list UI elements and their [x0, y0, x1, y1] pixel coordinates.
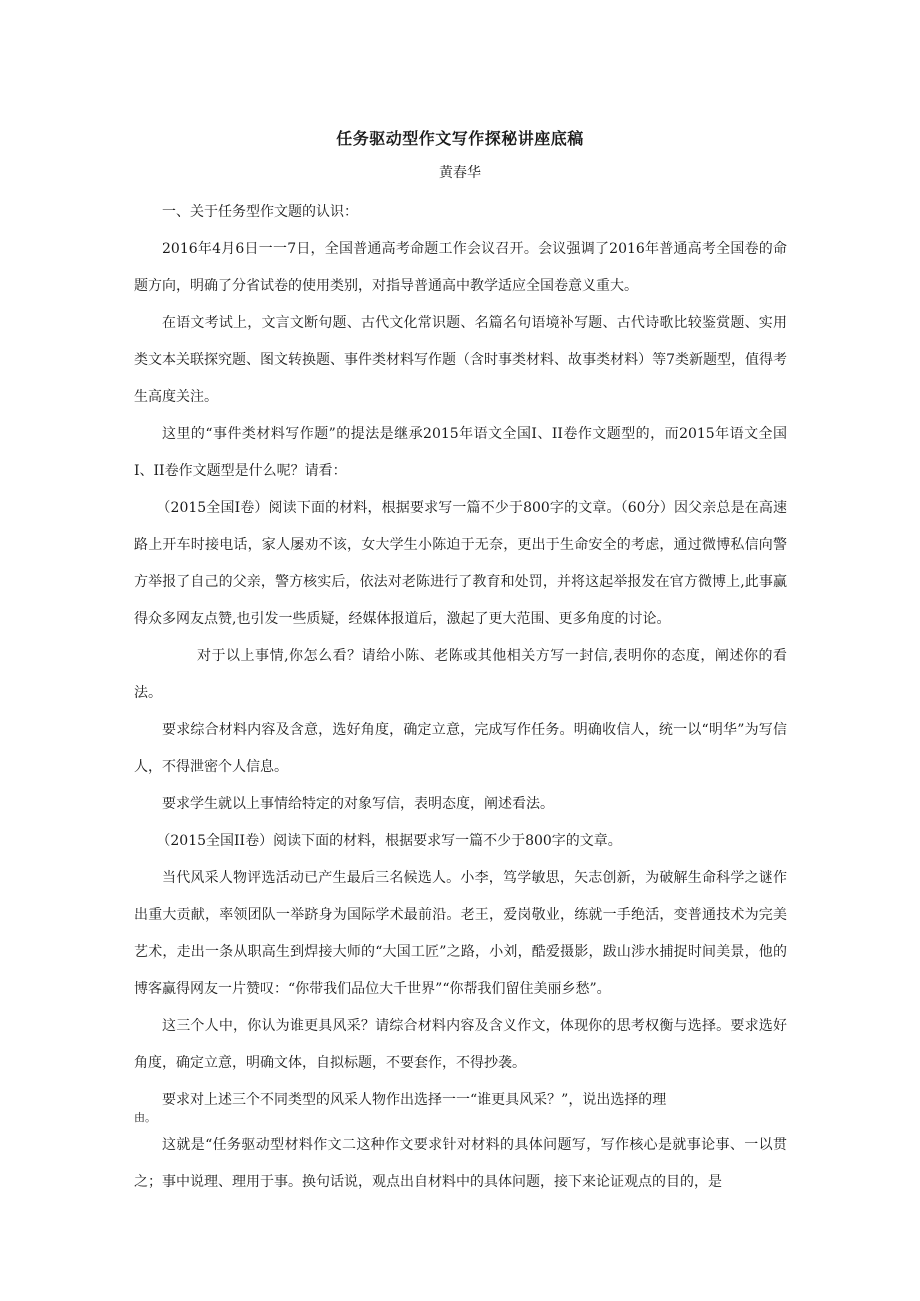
- section-heading: 一、关于任务型作文题的认识：: [162, 204, 358, 220]
- paragraph: 当代风采人物评选活动已产生最后三名候选人。小李，笃学敏思，矢志创新，为破解生命科学之谜作出重大贡献，率领团队一举跻身为国际学术最前沿。老王，爱岗敬业，练就一手绝活，变普通技术为完美艺术，走出一条从职高生到焊接大师的“大国工匠”之路，小刘，酷爱摄影，跋山涉水捕捉时间美景，他的博客赢得网友一片赞叹：“你带我们品位大千世界”“你帮我们留住美丽乡愁”。: [134, 870, 787, 997]
- paragraph: 这三个人中，你认为谁更具风采？请综合材料内容及含义作文，体现你的思考权衡与选择。要求选好角度，确定立意，明确文体，自拟标题，不要套作，不得抄袭。: [134, 1018, 787, 1071]
- paragraph: （2015全国II卷）阅读下面的材料，根据要求写一篇不少于800字的文章。: [156, 833, 622, 849]
- paragraph-continuation: 由。: [134, 1111, 156, 1124]
- document-title: 任务驱动型作文写作探秘讲座底稿: [336, 129, 584, 148]
- paragraph: （2015全国I卷）阅读下面的材料，根据要求写一篇不少于800字的文章。（60分）因父亲总是在高速路上开车时接电话，家人屡劝不该，女大学生小陈迫于无奈，更出于生命安全的考虑，通过微博私信向警方举报了自己的父亲，警方核实后，依法对老陈进行了教育和处罚，并将这起举报发在官方微博上,此事赢得众多网友点赞,也引发一些质疑，经媒体报道后，激起了更大范围、更多角度的讨论。: [134, 500, 787, 627]
- paragraph: 要求综合材料内容及含意，选好角度，确定立意，完成写作任务。明确收信人，统一以“明华”为写信人，不得泄密个人信息。: [134, 722, 787, 775]
- paragraph: 这就是“任务驱动型材料作文二这种作文要求针对材料的具体问题写，写作核心是就事论事、一以贯之；事中说理、理用于事。换句话说，观点出自材料中的具体问题，接下来论证观点的目的，是: [134, 1137, 787, 1190]
- document-author: 黄春华: [439, 165, 481, 181]
- paragraph: 要求对上述三个不同类型的风采人物作出选择一一“谁更具风采？”，说出选择的理: [162, 1092, 667, 1108]
- paragraph: 2016年4月6日一一7日，全国普通高考命题工作会议召开。会议强调了2016年普通高考全国卷的命题方向，明确了分省试卷的使用类别，对指导普通高中教学适应全国卷意义重大。: [134, 241, 787, 294]
- paragraph: 这里的“事件类材料写作题”的提法是继承2015年语文全国I、II卷作文题型的，而2015年语文全国I、II卷作文题型是什么呢？请看：: [134, 426, 787, 479]
- paragraph: 对于以上事情,你怎么看？请给小陈、老陈或其他相关方写一封信,表明你的态度，阐述你的看法。: [134, 648, 787, 701]
- document-body: [134, 194, 787, 1201]
- paragraph: 要求学生就以上事情给特定的对象写信，表明态度，阐述看法。: [162, 796, 554, 812]
- paragraph: 在语文考试上，文言文断句题、古代文化常识题、名篇名句语境补写题、古代诗歌比较鉴赏题、实用类文本关联探究题、图文转换题、事件类材料写作题（含时事类材料、故事类材料）等7类新题型，值得考生高度关注。: [134, 315, 787, 405]
